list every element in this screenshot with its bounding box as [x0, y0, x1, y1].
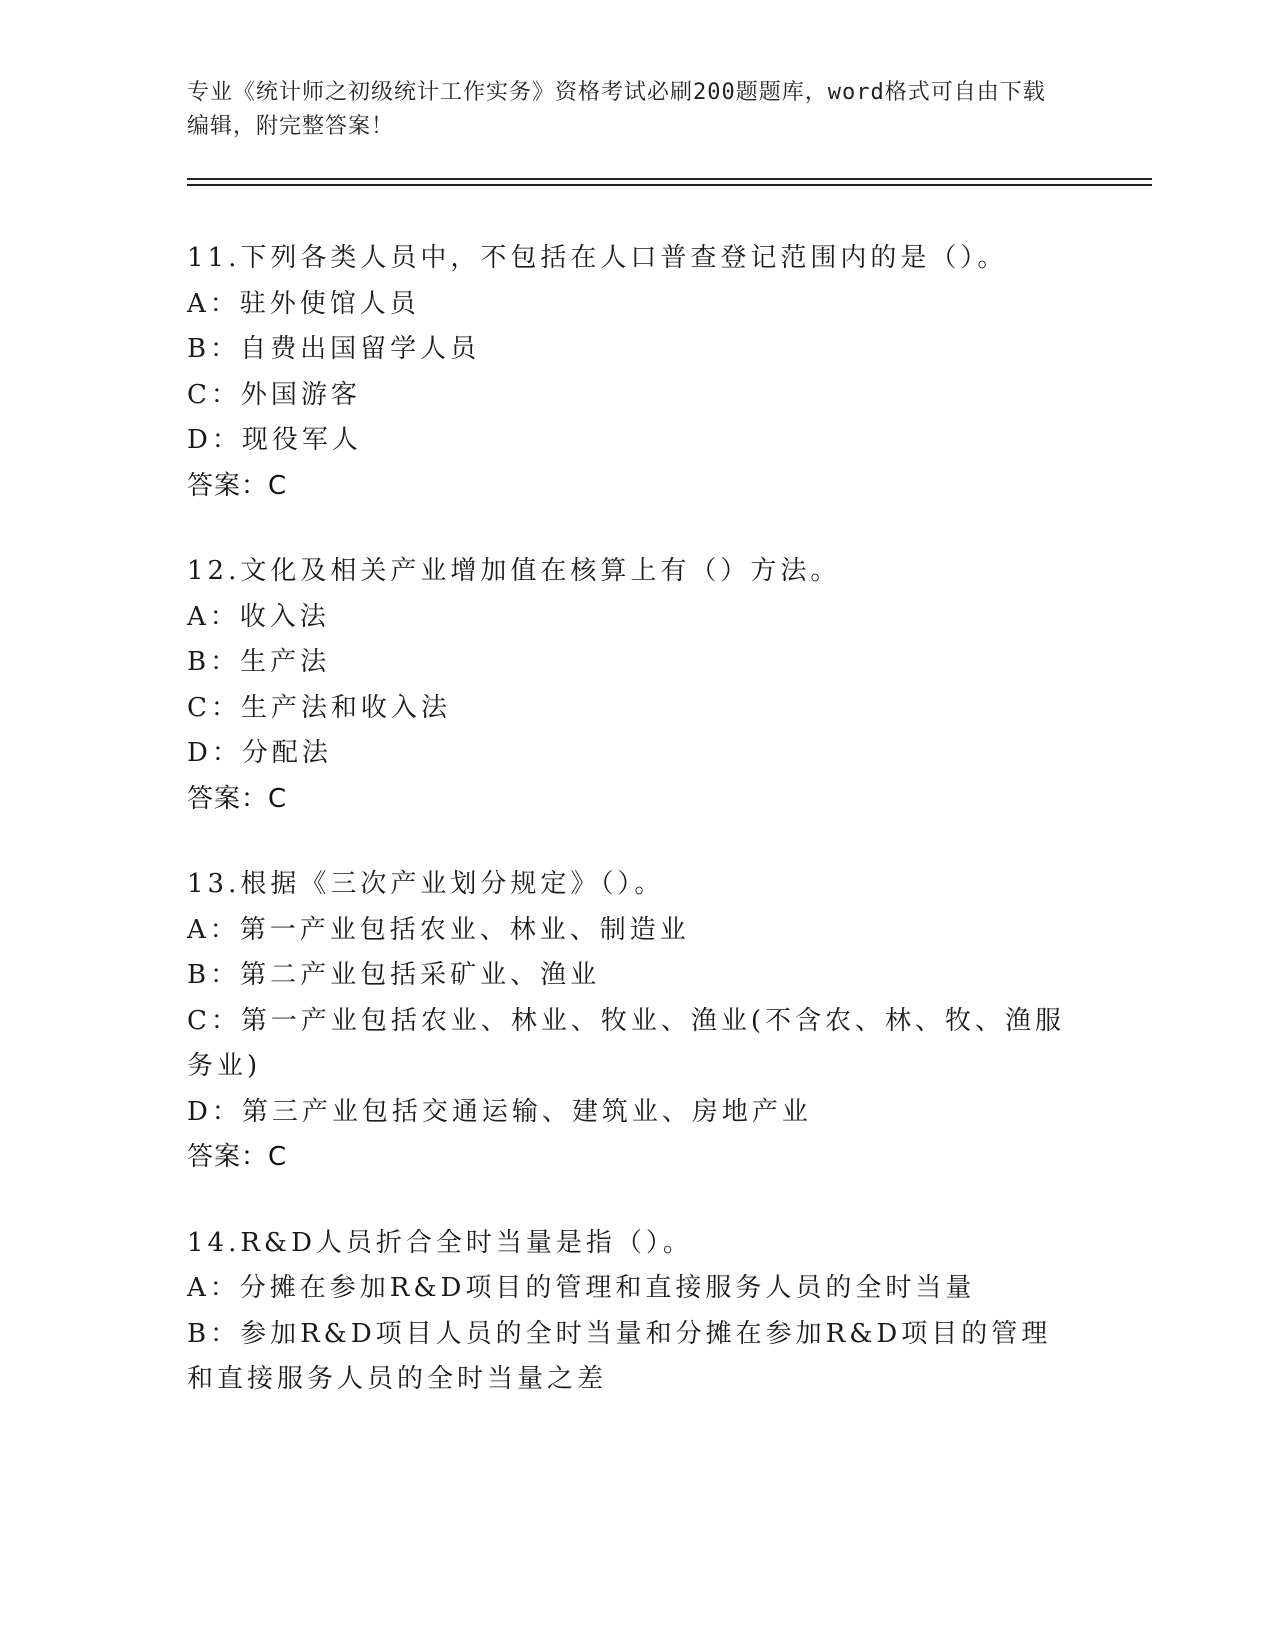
option-c: C：第一产业包括农业、林业、牧业、渔业(不含农、林、牧、渔服务业)	[187, 1005, 1066, 1081]
question-14	[187, 1221, 1087, 1403]
question-12	[187, 549, 1087, 822]
question-13	[187, 862, 1087, 1181]
question-stem: 14.R&D人员折合全时当量是指（）。	[187, 1227, 693, 1258]
option-a: A：驻外使馆人员	[187, 288, 420, 319]
option-c: C：生产法和收入法	[187, 692, 451, 723]
answer-line: 答案：C	[187, 783, 288, 814]
option-d: D：分配法	[187, 738, 332, 768]
option-b: B：参加R&D项目人员的全时当量和分摊在参加R&D项目的管理和直接服务人员的全时当量之差	[187, 1318, 1052, 1394]
question-stem: 11.下列各类人员中，不包括在人口普查登记范围内的是（）。	[187, 243, 1008, 273]
header-divider-bottom	[187, 184, 1152, 186]
option-b: B：自费出国留学人员	[187, 334, 481, 364]
option-b: B：第二产业包括采矿业、渔业	[187, 960, 601, 990]
question-stem: 13.根据《三次产业划分规定》（）。	[187, 869, 665, 899]
header-divider-top	[187, 178, 1152, 180]
question-list	[187, 236, 1087, 1443]
option-a: A：第一产业包括农业、林业、制造业	[187, 914, 690, 945]
option-b: B：生产法	[187, 647, 331, 677]
answer-line: 答案：C	[187, 1142, 288, 1172]
option-c: C：外国游客	[187, 379, 361, 410]
document-header: 专业《统计师之初级统计工作实务》资格考试必刷200题题库，word格式可自由下载编辑，附完整答案！	[187, 80, 1046, 139]
option-d: D：现役军人	[187, 425, 362, 455]
answer-line: 答案：C	[187, 470, 288, 501]
option-a: A：收入法	[187, 601, 330, 632]
option-d: D：第三产业包括交通运输、建筑业、房地产业	[187, 1096, 812, 1127]
option-a: A：分摊在参加R&D项目的管理和直接服务人员的全时当量	[187, 1273, 976, 1303]
question-stem: 12.文化及相关产业增加值在核算上有（）方法。	[187, 556, 841, 586]
question-11	[187, 236, 1087, 509]
